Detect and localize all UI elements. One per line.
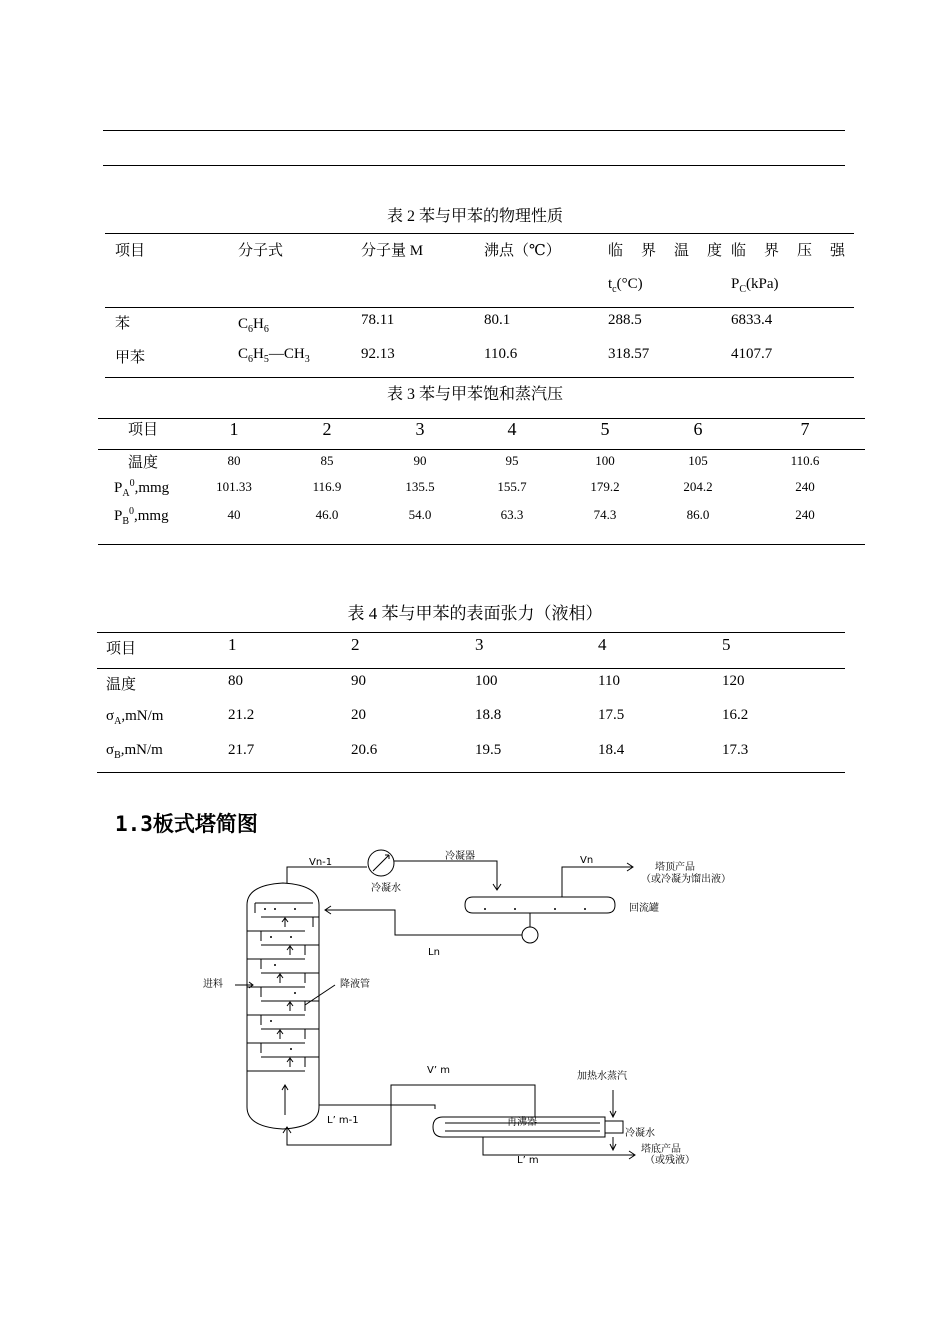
label-downcomer: 降液管	[340, 979, 370, 990]
table3-cell: 179.2	[590, 479, 620, 494]
table3-column-header: 3	[415, 419, 425, 439]
table3-cell: 54.0	[408, 507, 432, 522]
table2-row-tc: 318.57	[608, 346, 650, 362]
table2-row-pc: 6833.4	[731, 312, 773, 328]
label-vn-minus-1: Vn-1	[309, 857, 333, 868]
table3-cell: 135.5	[405, 479, 435, 494]
label-top-product-note: （或冷凝为馏出液）	[641, 874, 731, 885]
trays	[247, 903, 319, 1071]
table2-row-formula: $C_6H_5—CH_3$	[238, 346, 310, 365]
table2-header-mw: 分子量 M	[361, 243, 424, 259]
reflux-drum	[465, 897, 615, 913]
table2-header-pc	[731, 239, 845, 260]
table3-cell: 204.2	[683, 479, 713, 494]
table3-cell: 101.33	[216, 479, 252, 494]
table2-row-pc: 4107.7	[731, 346, 773, 362]
table3-cell: 155.7	[497, 479, 527, 494]
pc-char: 强	[829, 243, 845, 259]
table3-column-header: 7	[800, 419, 810, 439]
table2-row-bp: 110.6	[484, 346, 518, 362]
table4-sa-label: $\sigma_A,mN/m$	[106, 708, 164, 727]
table4-cell: 16.2	[722, 707, 749, 723]
table3-cell: 95	[505, 453, 519, 468]
table2-row-formula: $C_6H_6$	[238, 316, 269, 335]
label-l-prime-m: L’ m	[517, 1155, 539, 1166]
table4-cell: 18.8	[475, 707, 502, 723]
table4-cell: 100	[475, 673, 498, 689]
table4-column-header: 2	[351, 635, 360, 654]
table2-row-name: 苯	[115, 316, 131, 332]
table2-header-tc-unit: $t_c(^\circ C)$	[608, 276, 643, 295]
vapor-line	[287, 867, 367, 883]
table2-header-rule	[105, 307, 854, 308]
label-l-prime-m-minus-1: L’ m-1	[327, 1115, 359, 1126]
table4-column-header: 3	[475, 635, 484, 654]
label-cooling-water-bottom: 冷凝水	[625, 1128, 655, 1139]
table4-cell: 20	[351, 707, 366, 723]
table4-header-label: 项目	[106, 641, 137, 657]
table3-cell: 40	[227, 507, 241, 522]
tc-char: 临	[608, 243, 624, 259]
table3-column-header: 4	[507, 419, 517, 439]
table3-cell: 80	[227, 453, 241, 468]
top-rule-2	[103, 165, 845, 166]
label-top-product: 塔顶产品	[655, 862, 695, 873]
table3-cell: 86.0	[686, 507, 710, 522]
table3-header-rule	[98, 449, 865, 450]
table3-cell: 240	[795, 507, 815, 522]
table3-column-header: 5	[600, 419, 610, 439]
table3-temperature-label: 温度	[128, 455, 159, 471]
tc-char: 界	[640, 243, 656, 259]
top-rule-1	[103, 130, 845, 131]
table3-column-header: 2	[322, 419, 332, 439]
label-feed: 进料	[203, 979, 223, 990]
table2-header-bp: 沸点（℃）	[484, 243, 561, 259]
table3-cell: 110.6	[790, 453, 820, 468]
table2-caption: 表 2 苯与甲苯的物理性质	[386, 208, 563, 225]
tray-column-diagram	[195, 845, 765, 1175]
label-bottom-product-note: （或残液）	[645, 1155, 695, 1166]
tc-char: 温	[673, 243, 689, 259]
table3-cell: 63.3	[500, 507, 524, 522]
table4-cell: 90	[351, 673, 366, 689]
table4-cell: 120	[722, 673, 745, 689]
table4-temperature-label: 温度	[106, 677, 137, 693]
table4-cell: 17.5	[598, 707, 625, 723]
table3-pb-label: $P_B^0,mmg$	[114, 506, 169, 527]
table4-caption: 表 4 苯与甲苯的表面张力（液相）	[347, 604, 603, 623]
table3-cell: 46.0	[315, 507, 339, 522]
label-ln: Ln	[428, 947, 440, 958]
table3-pa-label: $P_A^0,mmg$	[114, 478, 170, 499]
table4-cell: 20.6	[351, 742, 378, 758]
reflux-pump	[522, 927, 538, 943]
feed-arrow	[235, 982, 253, 988]
vapor-arrows	[277, 918, 293, 1115]
table3-cell: 74.3	[593, 507, 617, 522]
pc-char: 界	[763, 243, 779, 259]
label-heating-steam: 加热水蒸汽	[577, 1071, 627, 1082]
table4-top-rule	[97, 632, 845, 633]
table3-cell: 90	[413, 453, 427, 468]
table2-header-formula: 分子式	[238, 243, 284, 259]
table4-cell: 80	[228, 673, 243, 689]
table3-column-header: 6	[693, 419, 703, 439]
label-condenser: 冷凝器	[445, 851, 475, 862]
label-reflux-drum: 回流罐	[629, 903, 659, 914]
table2-row-bp: 80.1	[484, 312, 511, 328]
label-cooling-water-top: 冷凝水	[371, 883, 401, 894]
table2-row-tc: 288.5	[608, 312, 642, 328]
table2-header-tc	[608, 239, 722, 260]
table3-cell: 85	[320, 453, 334, 468]
table4-cell: 17.3	[722, 742, 749, 758]
pc-char: 临	[731, 243, 747, 259]
table4-sb-label: $\sigma_B,mN/m$	[106, 742, 163, 761]
table4-column-header: 1	[228, 635, 237, 654]
table2-bottom-rule	[105, 377, 854, 378]
table2-row-mw: 92.13	[361, 346, 395, 362]
label-reboiler: 再沸器	[507, 1117, 537, 1128]
table4-header-rule	[97, 668, 845, 669]
table4-column-header: 5	[722, 635, 731, 654]
table4-bottom-rule	[97, 772, 845, 773]
table4-cell: 19.5	[475, 742, 502, 758]
table3-cell: 116.9	[312, 479, 342, 494]
table2-row-mw: 78.11	[361, 312, 395, 328]
table4-cell: 21.7	[228, 742, 255, 758]
table2-top-rule	[105, 233, 854, 234]
table4-cell: 110	[598, 673, 620, 689]
table3-header-label: 项目	[128, 422, 159, 438]
table3-cell: 240	[795, 479, 815, 494]
pc-char: 压	[796, 243, 812, 259]
table2-header-item: 项目	[115, 243, 146, 259]
section-heading: 1.3板式塔简图	[115, 812, 258, 836]
table2-header-pc-unit: $P_C(kPa)$	[731, 276, 779, 295]
table2-row-name: 甲苯	[115, 350, 146, 366]
table4-cell: 18.4	[598, 742, 625, 758]
table3-cell: 105	[688, 453, 708, 468]
label-vn: Vn	[580, 855, 594, 866]
table3-bottom-rule	[98, 544, 865, 545]
label-bottom-product: 塔底产品	[641, 1144, 681, 1155]
label-v-prime-m: V’ m	[427, 1065, 450, 1076]
table4-cell: 21.2	[228, 707, 255, 723]
table3-cell: 100	[595, 453, 615, 468]
table3-top-rule	[98, 418, 865, 419]
tc-char: 度	[706, 243, 722, 259]
table3-caption: 表 3 苯与甲苯饱和蒸汽压	[386, 386, 563, 403]
table3-column-header: 1	[229, 419, 239, 439]
table4-column-header: 4	[598, 635, 607, 654]
